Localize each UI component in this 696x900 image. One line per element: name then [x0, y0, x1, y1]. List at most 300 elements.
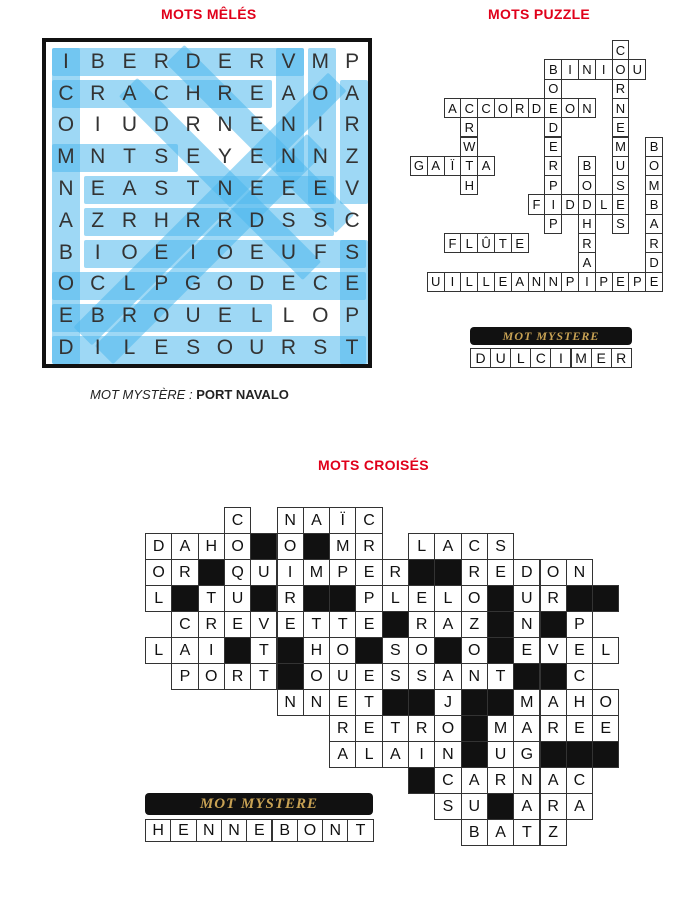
crossword-cell: E: [355, 663, 382, 690]
word-search-letter: N: [312, 145, 328, 169]
puzzle-cell: L: [595, 194, 613, 214]
word-search-letter: D: [249, 272, 265, 296]
crossword-cell: N: [513, 767, 540, 794]
puzzle-cell: E: [511, 233, 529, 253]
crossword-cell: V: [250, 611, 277, 638]
crossword-cell: O: [434, 715, 461, 742]
puzzle-cell: R: [578, 233, 596, 253]
crossword-cell: A: [329, 741, 356, 768]
word-search-letter: D: [153, 113, 169, 137]
word-search-letter: I: [94, 336, 101, 360]
crossword-cell: S: [382, 663, 409, 690]
crossword-cell: L: [408, 533, 435, 560]
puzzle-cell: P: [561, 272, 579, 292]
word-search-letter: H: [153, 208, 169, 232]
word-search-letter: I: [317, 113, 324, 137]
puzzle-cell: R: [645, 233, 663, 253]
puzzle-cell: B: [645, 194, 663, 214]
puzzle-cell: W: [460, 137, 478, 157]
puzzle-cell: R: [544, 156, 562, 176]
crossword-cell: E: [329, 689, 356, 716]
crossword-cell: [566, 585, 593, 612]
puzzle-mystery-letter: M: [571, 348, 592, 368]
puzzle-mystery-letter: C: [530, 348, 551, 368]
puzzle-cell: O: [578, 175, 596, 195]
puzzle-cell: O: [612, 59, 630, 79]
crossword-cell: R: [487, 767, 514, 794]
puzzle-cell: U: [427, 272, 445, 292]
word-search-letter: E: [249, 177, 264, 201]
puzzle-cell: C: [477, 98, 495, 118]
crossword-cell: S: [408, 663, 435, 690]
word-search-letter: E: [58, 304, 73, 328]
puzzle-mystery-letter: I: [550, 348, 571, 368]
crossword-cell: O: [303, 663, 330, 690]
puzzle-cell: F: [528, 194, 546, 214]
crossword-cell: [487, 689, 514, 716]
word-search-letter: V: [345, 177, 360, 201]
crossword-cell: [592, 741, 619, 768]
word-search-letter: E: [122, 49, 137, 73]
crossword-cell: A: [382, 741, 409, 768]
crossword-cell: E: [355, 559, 382, 586]
mots-meles-title: MOTS MÊLÉS: [161, 6, 257, 22]
crossword-cell: [487, 793, 514, 820]
crossword-cell: T: [329, 611, 356, 638]
word-search-letter: A: [281, 81, 296, 105]
crossword-cell: Z: [540, 819, 567, 846]
word-search-letter: S: [154, 145, 169, 169]
crossword-cell: R: [461, 559, 488, 586]
word-search-letter: R: [217, 208, 233, 232]
word-search-letter: E: [249, 113, 264, 137]
puzzle-cell: A: [427, 156, 445, 176]
mots-croises-title: MOTS CROISÉS: [318, 457, 429, 473]
word-search-letter: C: [90, 272, 106, 296]
word-search-letter: E: [217, 304, 232, 328]
crossword-cell: R: [171, 559, 198, 586]
word-search-letter: P: [154, 272, 169, 296]
puzzle-cell: A: [511, 272, 529, 292]
word-search-letter: B: [90, 49, 105, 73]
word-search-letter: R: [217, 81, 233, 105]
crossword-cell: A: [434, 611, 461, 638]
crossword-cell: R: [277, 585, 304, 612]
crossword-cell: [434, 637, 461, 664]
crossword-cell: [171, 585, 198, 612]
puzzle-mystery-letter: U: [490, 348, 511, 368]
puzzle-mystery-letter: E: [591, 348, 612, 368]
word-search-letter: S: [281, 208, 296, 232]
word-search-letter: M: [57, 145, 75, 169]
crossword-cell: U: [250, 559, 277, 586]
puzzle-cell: P: [628, 272, 646, 292]
mot-mystere-label: MOT MYSTÈRE :: [90, 387, 193, 402]
word-search-letter: R: [121, 208, 138, 232]
crossword-cell: D: [513, 559, 540, 586]
mots-puzzle-grid: [410, 40, 690, 310]
word-search-letter: O: [216, 240, 234, 264]
puzzle-cell: N: [612, 98, 630, 118]
puzzle-cell: D: [645, 252, 663, 272]
puzzle-cell: U: [628, 59, 646, 79]
crossword-cell: N: [303, 689, 330, 716]
crossword-cell: A: [487, 819, 514, 846]
crossword-cell: Ï: [329, 507, 356, 534]
crossword-cell: N: [277, 507, 304, 534]
word-search-letter: U: [280, 240, 297, 264]
crossword-cell: O: [198, 663, 225, 690]
puzzle-cell: C: [612, 40, 630, 60]
word-search-letter: L: [250, 304, 263, 328]
word-search-letter: Z: [345, 145, 359, 169]
word-search-letter: C: [344, 208, 360, 232]
crossword-cell: C: [566, 663, 593, 690]
puzzle-cell: O: [561, 98, 579, 118]
word-search-letter: L: [123, 336, 136, 360]
crossword-cell: M: [329, 533, 356, 560]
word-search-letter: H: [185, 81, 201, 105]
word-search-letter: E: [154, 240, 169, 264]
word-search-letter: D: [249, 208, 265, 232]
mot-mystere-line: [90, 387, 289, 402]
puzzle-cell: E: [544, 137, 562, 157]
puzzle-cell: M: [612, 137, 630, 157]
crossword-cell: [303, 585, 330, 612]
puzzle-cell: M: [645, 175, 663, 195]
crossword-mystery-letter: B: [272, 819, 298, 842]
crossword-cell: C: [434, 767, 461, 794]
word-search-letter: S: [154, 177, 169, 201]
puzzle-cell: E: [494, 272, 512, 292]
puzzle-cell: N: [528, 272, 546, 292]
puzzle-cell: P: [595, 272, 613, 292]
word-search-letter: A: [345, 81, 360, 105]
crossword-cell: Z: [461, 611, 488, 638]
puzzle-cell: U: [612, 156, 630, 176]
puzzle-cell: R: [511, 98, 529, 118]
word-search-letter: B: [90, 304, 105, 328]
puzzle-cell: P: [544, 214, 562, 234]
word-search-letter: T: [186, 177, 200, 201]
puzzle-cell: O: [645, 156, 663, 176]
crossword-cell: C: [566, 767, 593, 794]
puzzle-cell: L: [477, 272, 495, 292]
crossword-cell: U: [487, 741, 514, 768]
crossword-cell: B: [461, 819, 488, 846]
crossword-cell: L: [355, 741, 382, 768]
puzzle-cell: H: [578, 214, 596, 234]
word-search-letter: E: [249, 145, 264, 169]
crossword-cell: E: [566, 637, 593, 664]
crossword-cell: [382, 611, 409, 638]
crossword-cell: [408, 689, 435, 716]
word-search-letter: C: [312, 272, 328, 296]
crossword-cell: R: [540, 793, 567, 820]
crossword-cell: R: [224, 663, 251, 690]
word-search-letter: E: [281, 177, 296, 201]
puzzle-cell: R: [612, 79, 630, 99]
crossword-cell: M: [303, 559, 330, 586]
crossword-cell: R: [540, 715, 567, 742]
puzzle-cell: I: [561, 59, 579, 79]
word-search-letter: O: [121, 240, 138, 264]
word-search-letter: S: [186, 336, 201, 360]
crossword-cell: I: [198, 637, 225, 664]
word-search-letter: R: [185, 208, 201, 232]
word-search-letter: U: [249, 336, 265, 360]
crossword-cell: A: [171, 637, 198, 664]
crossword-cell: R: [382, 559, 409, 586]
crossword-cell: O: [461, 585, 488, 612]
crossword-cell: H: [303, 637, 330, 664]
crossword-cell: E: [355, 611, 382, 638]
word-search-letter: O: [57, 113, 75, 137]
crossword-cell: O: [461, 637, 488, 664]
puzzle-cell: G: [410, 156, 428, 176]
crossword-cell: T: [382, 715, 409, 742]
crossword-mystery-letter: N: [322, 819, 348, 842]
puzzle-cell: I: [444, 272, 462, 292]
crossword-cell: R: [198, 611, 225, 638]
puzzle-cell: B: [544, 59, 562, 79]
crossword-cell: [355, 637, 382, 664]
word-search-letter: V: [281, 49, 296, 73]
crossword-cell: Q: [224, 559, 251, 586]
puzzle-cell: D: [544, 117, 562, 137]
word-search-letter: N: [217, 177, 233, 201]
crossword-mystery-letter: H: [145, 819, 171, 842]
crossword-cell: N: [461, 663, 488, 690]
word-search-letter: L: [282, 304, 295, 328]
crossword-cell: C: [355, 507, 382, 534]
crossword-cell: T: [198, 585, 225, 612]
puzzle-cell: T: [460, 156, 478, 176]
puzzle-cell: Û: [477, 233, 495, 253]
puzzle-cell: T: [494, 233, 512, 253]
crossword-cell: O: [145, 559, 172, 586]
crossword-cell: [461, 715, 488, 742]
crossword-cell: S: [487, 533, 514, 560]
word-search-letter: R: [249, 49, 265, 73]
word-search-letter: D: [185, 49, 201, 73]
puzzle-cell: P: [544, 175, 562, 195]
word-search-letter: R: [280, 336, 297, 360]
crossword-cell: E: [355, 715, 382, 742]
word-search-letter: I: [94, 240, 101, 264]
puzzle-cell: S: [612, 214, 630, 234]
puzzle-cell: N: [544, 272, 562, 292]
word-search-letter: E: [281, 272, 296, 296]
crossword-cell: R: [408, 715, 435, 742]
puzzle-cell: E: [612, 194, 630, 214]
crossword-cell: E: [277, 611, 304, 638]
word-search-letter: I: [94, 113, 101, 137]
puzzle-cell: I: [595, 59, 613, 79]
crossword-cell: H: [566, 689, 593, 716]
crossword-cell: I: [408, 741, 435, 768]
word-search-letter: E: [217, 49, 232, 73]
crossword-cell: E: [566, 715, 593, 742]
crossword-cell: P: [566, 611, 593, 638]
word-search-letter: U: [185, 304, 201, 328]
crossword-cell: J: [434, 689, 461, 716]
word-search-letter: E: [186, 145, 201, 169]
crossword-cell: U: [461, 793, 488, 820]
crossword-cell: O: [329, 637, 356, 664]
puzzle-cell: A: [645, 214, 663, 234]
word-search-letter: C: [58, 81, 74, 105]
word-search-letter: Y: [217, 145, 232, 169]
crossword-cell: U: [329, 663, 356, 690]
crossword-cell: [487, 637, 514, 664]
crossword-cell: G: [513, 741, 540, 768]
word-search-letter: I: [62, 49, 69, 73]
crossword-cell: E: [224, 611, 251, 638]
puzzle-cell: N: [578, 59, 596, 79]
puzzle-mystery-banner: [470, 327, 632, 345]
crossword-cell: [540, 741, 567, 768]
word-search-letter: N: [280, 113, 297, 137]
word-search-letter: O: [312, 304, 329, 328]
word-search-cells: [50, 46, 368, 364]
crossword-cell: I: [277, 559, 304, 586]
crossword-cell: C: [171, 611, 198, 638]
puzzle-cell: N: [578, 98, 596, 118]
crossword-cell: [250, 533, 277, 560]
crossword-cell: L: [145, 585, 172, 612]
puzzle-mystery-banner-text: MOT MYSTERE: [502, 328, 600, 343]
word-search-letter: E: [90, 177, 105, 201]
word-search-grid: [42, 38, 372, 368]
crossword-cell: [382, 689, 409, 716]
word-search-letter: B: [58, 240, 73, 264]
crossword-cell: T: [513, 819, 540, 846]
word-search-letter: G: [184, 272, 202, 296]
crossword-mystery-banner-text: MOT MYSTERE: [199, 795, 319, 812]
puzzle-cell: F: [444, 233, 462, 253]
crossword-cell: L: [145, 637, 172, 664]
crossword-mystery-letter: N: [221, 819, 247, 842]
crossword-cell: [198, 559, 225, 586]
crossword-cell: A: [434, 663, 461, 690]
crossword-cell: N: [566, 559, 593, 586]
crossword-cell: [408, 767, 435, 794]
crossword-cell: M: [513, 689, 540, 716]
crossword-cell: A: [171, 533, 198, 560]
crossword-cell: A: [540, 767, 567, 794]
word-search-letter: P: [345, 49, 360, 73]
crossword-mystery-banner: [145, 793, 373, 815]
crossword-mystery-letter: O: [297, 819, 323, 842]
puzzle-mystery-letter: R: [611, 348, 632, 368]
crossword-cell: C: [461, 533, 488, 560]
crossword-cell: [487, 585, 514, 612]
crossword-cell: E: [592, 715, 619, 742]
word-search-letter: O: [216, 272, 234, 296]
crossword-cell: O: [540, 559, 567, 586]
crossword-cell: A: [513, 793, 540, 820]
crossword-cell: L: [382, 585, 409, 612]
word-search-letter: C: [153, 81, 169, 105]
word-search-letter: R: [344, 113, 360, 137]
crossword-cell: A: [566, 793, 593, 820]
crossword-cell: [513, 663, 540, 690]
crossword-cell: E: [513, 637, 540, 664]
crossword-cell: U: [224, 585, 251, 612]
puzzle-cell: B: [645, 137, 663, 157]
puzzle-mystery-letter: L: [510, 348, 531, 368]
crossword-cell: P: [329, 559, 356, 586]
crossword-cell: [329, 585, 356, 612]
crossword-cell: S: [434, 793, 461, 820]
puzzle-cell: D: [561, 194, 579, 214]
word-search-letter: R: [153, 49, 169, 73]
crossword-cell: [540, 611, 567, 638]
puzzle-cell: C: [460, 98, 478, 118]
crossword-cell: H: [198, 533, 225, 560]
crossword-cell: [461, 741, 488, 768]
puzzle-cell: L: [460, 233, 478, 253]
crossword-cell: [277, 637, 304, 664]
puzzle-cell: Ï: [444, 156, 462, 176]
crossword-cell: [540, 663, 567, 690]
crossword-cell: V: [540, 637, 567, 664]
crossword-cell: P: [171, 663, 198, 690]
crossword-cell: O: [408, 637, 435, 664]
word-search-letter: S: [313, 208, 328, 232]
crossword-cell: R: [355, 533, 382, 560]
mot-mystere-answer: PORT NAVALO: [196, 387, 289, 402]
crossword-cell: N: [277, 689, 304, 716]
crossword-cell: M: [487, 715, 514, 742]
word-search-letter: T: [345, 336, 359, 360]
crossword-cell: R: [329, 715, 356, 742]
crossword-mystery-letter: T: [347, 819, 373, 842]
puzzle-cell: L: [460, 272, 478, 292]
crossword-cell: N: [513, 611, 540, 638]
word-search-letter: U: [121, 113, 138, 137]
word-search-letter: E: [249, 81, 264, 105]
puzzle-cell: H: [460, 175, 478, 195]
crossword-cell: R: [540, 585, 567, 612]
crossword-cell: L: [434, 585, 461, 612]
puzzle-cell: S: [612, 175, 630, 195]
crossword-cell: E: [408, 585, 435, 612]
word-search-letter: D: [58, 336, 74, 360]
crossword-cell: [461, 689, 488, 716]
word-search-letter: O: [153, 304, 170, 328]
word-search-letter: A: [122, 81, 137, 105]
crossword-cell: T: [250, 637, 277, 664]
word-search-letter: E: [345, 272, 360, 296]
word-search-letter: E: [313, 177, 328, 201]
word-search-letter: F: [313, 240, 327, 264]
word-search-letter: R: [121, 304, 138, 328]
crossword-cell: P: [355, 585, 382, 612]
crossword-cell: T: [303, 611, 330, 638]
crossword-cell: C: [224, 507, 251, 534]
crossword-cell: [487, 611, 514, 638]
word-search-letter: T: [123, 145, 136, 169]
word-search-letter: E: [249, 240, 264, 264]
crossword-cell: A: [540, 689, 567, 716]
word-search-letter: A: [58, 208, 73, 232]
puzzle-cell: E: [544, 98, 562, 118]
puzzle-cell: E: [645, 272, 663, 292]
word-search-letter: O: [216, 336, 234, 360]
puzzle-cell: D: [578, 194, 596, 214]
